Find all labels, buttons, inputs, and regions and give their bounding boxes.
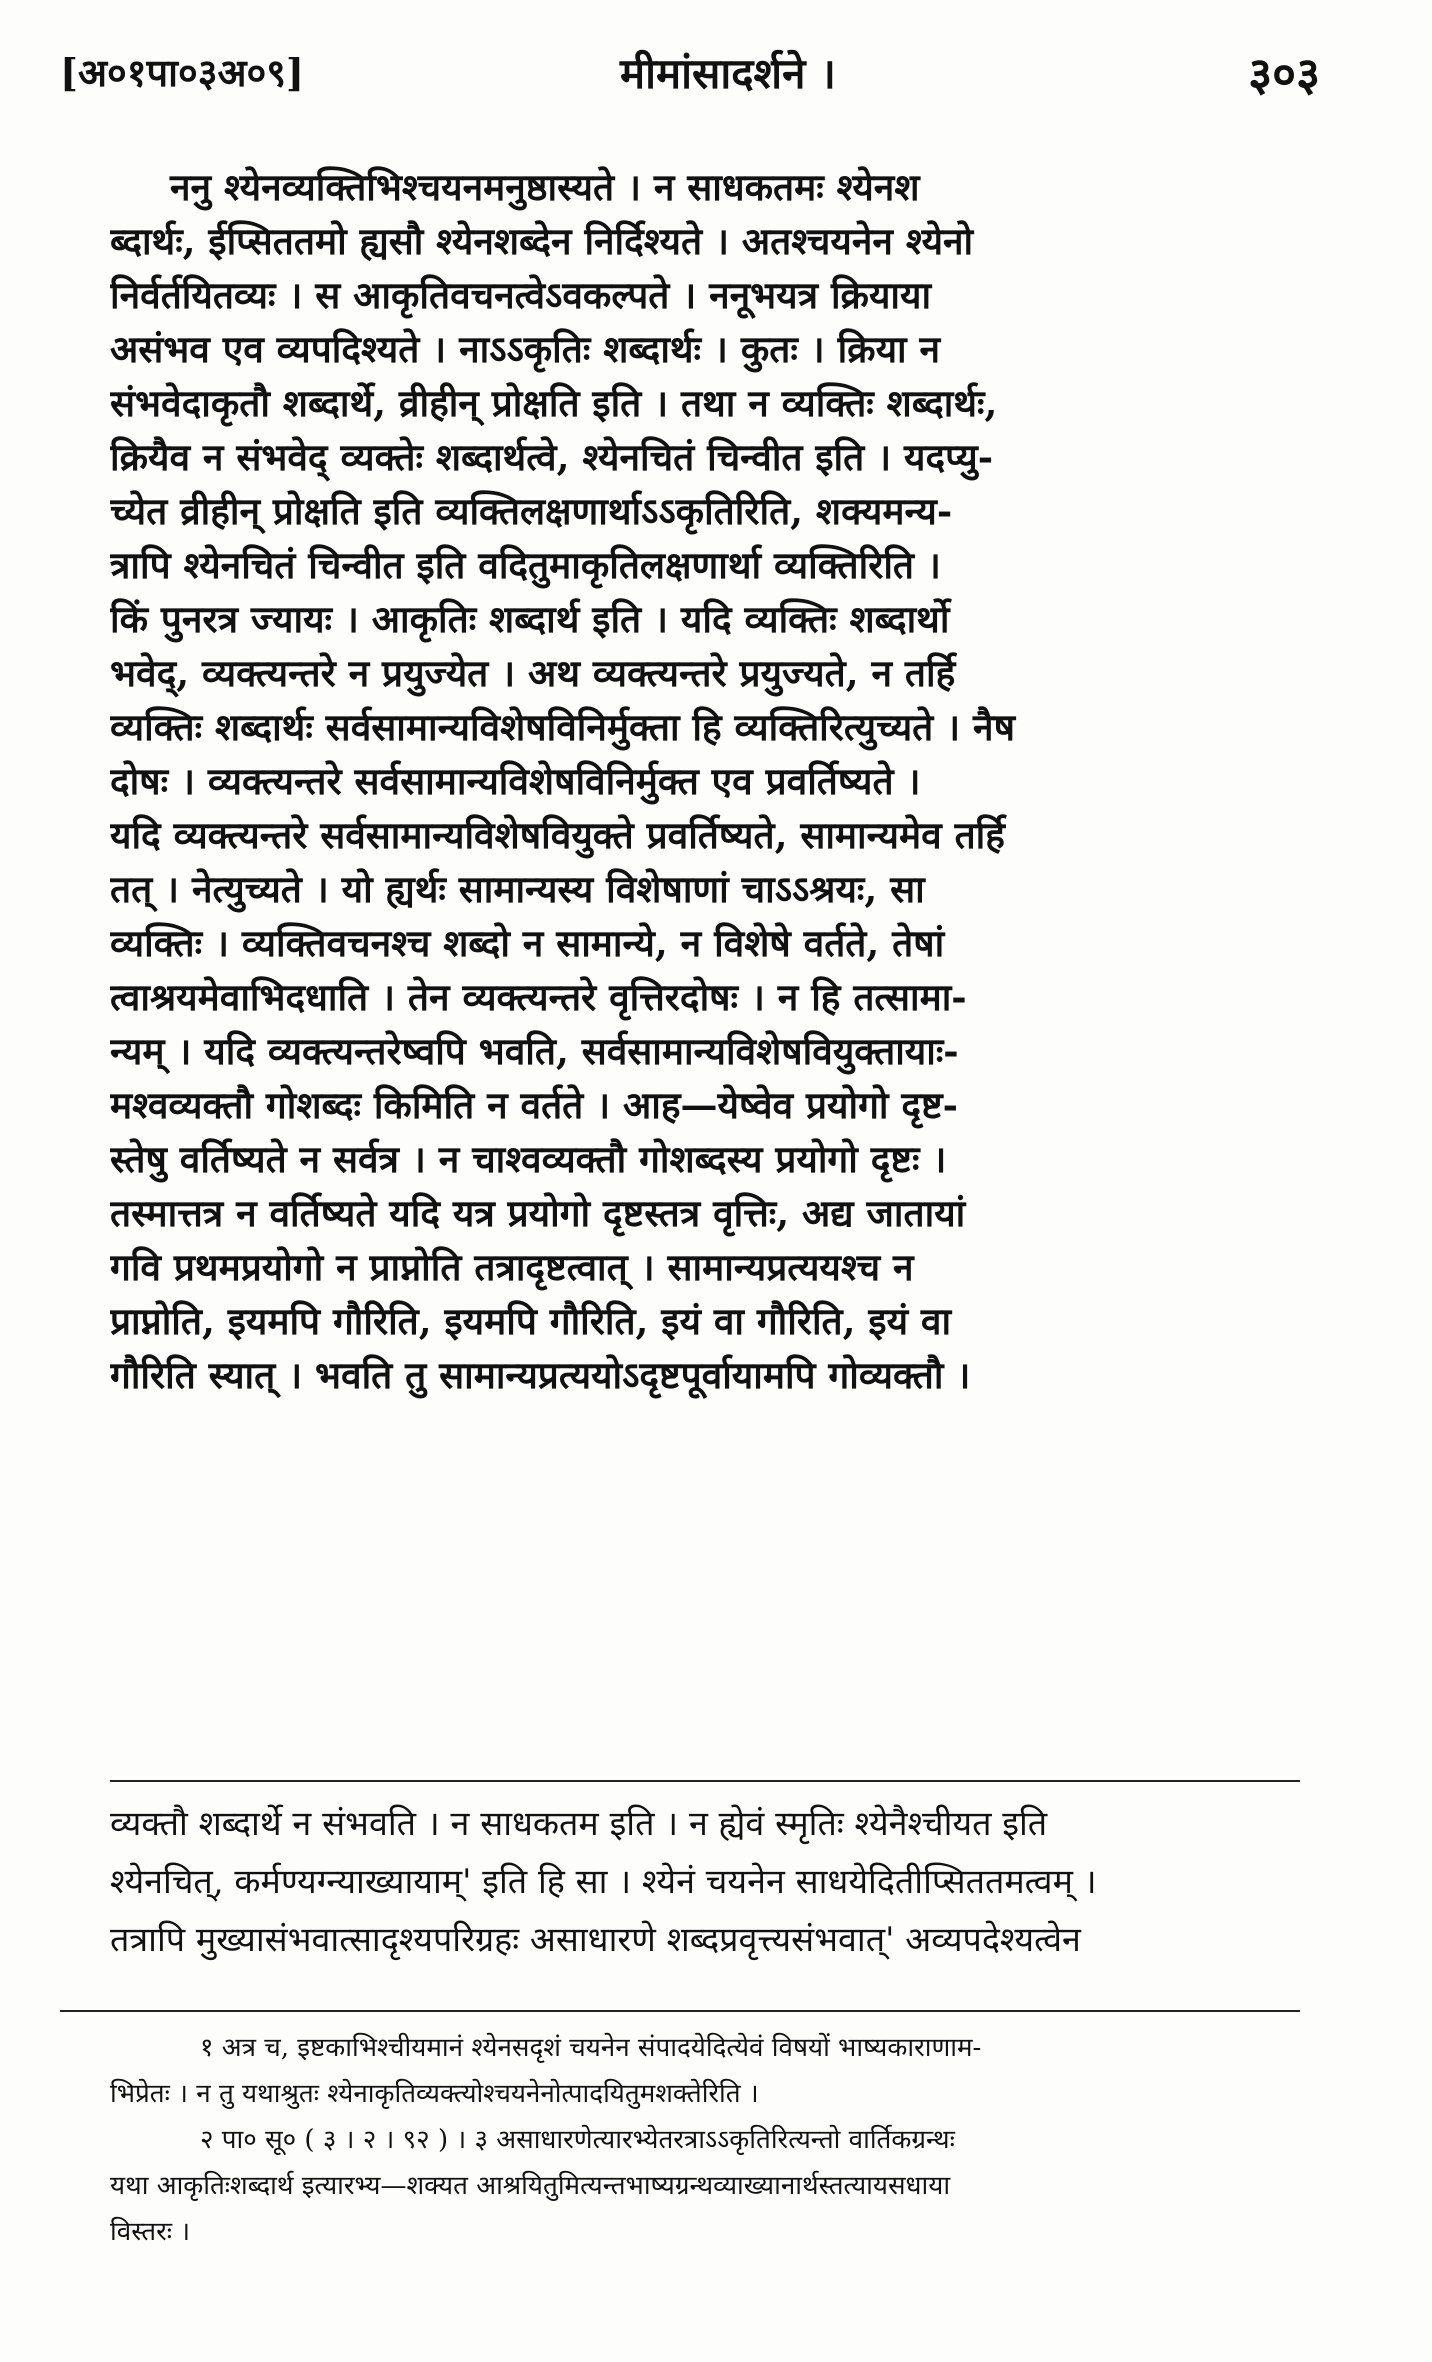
main-text-block (110, 160, 1290, 1720)
footnote-line: विस्तरः । (110, 2217, 191, 2247)
text-line: गवि प्रथमप्रयोगो न प्राप्नोति तत्रादृष्टत्वात् । सामान्यप्रत्ययश्च न (110, 1245, 914, 1289)
text-line: क्रियैव न संभवेद् व्यक्तेः शब्दार्थत्वे, श्येनचितं चिन्वीत इति । यदप्यु- (110, 435, 994, 479)
text-line: ननु श्येनव्यक्तिभिश्चयनमनुष्ठास्यते । न साधकतमः श्येनश (170, 165, 920, 209)
text-line: यदि व्यक्त्यन्तरे सर्वसामान्यविशेषवियुक्ते प्रवर्तिष्यते, सामान्यमेव तर्हि (110, 813, 1005, 857)
text-line: निर्वर्तयितव्यः । स आकृतिवचनत्वेऽवकल्पते । ननूभयत्र क्रियाया (110, 273, 932, 317)
text-line: च्येत व्रीहीन् प्रोक्षति इति व्यक्तिलक्षणार्थाऽऽकृतिरिति, शक्यमन्य- (110, 489, 953, 533)
text-line: मश्वव्यक्तौ गोशब्दः किमिति न वर्तते । आह—येष्वेव प्रयोगो दृष्ट- (110, 1083, 959, 1127)
text-line: असंभव एव व्यपदिश्यते । नाऽऽकृतिः शब्दार्थः । कुतः । क्रिया न (110, 327, 941, 371)
footnote-line: २ पा० सू० ( ३ । २ । ९२ ) । ३ असाधारणेत्यारभ्येतरत्राऽऽकृतिरित्यन्तो वार्तिकग्रन्थः (200, 2125, 955, 2155)
footnote-line: भिप्रेतः । न तु यथाश्रुतः श्येनाकृतिव्यक्त्योश्चयनेनोत्पादयितुमशक्तेरिति । (110, 2079, 759, 2109)
running-title: मीमांसादर्शने । (620, 49, 836, 98)
text-line: व्यक्तिः । व्यक्तिवचनश्च शब्दो न सामान्ये, न विशेषे वर्तते, तेषां (110, 921, 945, 965)
text-line: ब्दार्थः, ईप्सिततमो ह्यसौ श्येनशब्देन निर्दिश्यते । अतश्चयनेन श्येनो (110, 219, 974, 263)
commentary-line: श्येनचित्, कर्मण्यग्न्याख्यायाम्' इति हि सा । श्येनं चयनेन साधयेदितीप्सिततमत्वम् । (110, 1862, 1097, 1902)
footnote-divider (60, 2010, 1300, 2012)
text-line: त्रापि श्येनचितं चिन्वीत इति वदितुमाकृतिलक्षणार्था व्यक्तिरिति । (110, 543, 941, 587)
page-header (60, 38, 1320, 118)
commentary-line: तत्रापि मुख्यासंभवात्सादृश्यपरिग्रहः असाधारणे शब्दप्रवृत्त्यसंभवात्' अव्यपदेश्यत्वेन (110, 1920, 1081, 1960)
text-line: दोषः । व्यक्त्यन्तरे सर्वसामान्यविशेषविनिर्मुक्त एव प्रवर्तिष्यते । (110, 759, 921, 803)
footnotes-block (110, 2025, 1320, 2255)
text-line: तस्मात्तत्र न वर्तिष्यते यदि यत्र प्रयोगो दृष्टस्तत्र वृत्तिः, अद्य जातायां (110, 1191, 966, 1235)
text-line: स्तेषु वर्तिष्यते न सर्वत्र । न चाश्वव्यक्तौ गोशब्दस्य प्रयोगो दृष्टः । (110, 1137, 947, 1181)
text-line: व्यक्तिः शब्दार्थः सर्वसामान्यविशेषविनिर्मुक्ता हि व्यक्तिरित्युच्यते । नैष (110, 705, 1015, 749)
text-line: त्वाश्रयमेवाभिदधाति । तेन व्यक्त्यन्तरे वृत्तिरदोषः । न हि तत्सामा- (110, 975, 967, 1019)
commentary-divider (110, 1780, 1300, 1782)
text-line: किं पुनरत्र ज्यायः । आकृतिः शब्दार्थ इति । यदि व्यक्तिः शब्दार्थो (110, 597, 950, 641)
page-number: ३०३ (1248, 47, 1320, 101)
text-line: तत् । नेत्युच्यते । यो ह्यर्थः सामान्यस्य विशेषाणां चाऽऽश्रयः, सा (110, 867, 925, 911)
footnote-line: १ अत्र च, इष्टकाभिश्चीयमानं श्येनसदृशं चयनेन संपादयेदित्येवं विषयों भाष्यकाराणाम- (200, 2033, 982, 2063)
section-reference: [अ०१पा०३अ०९] (60, 50, 305, 95)
commentary-line: व्यक्तौ शब्दार्थे न संभवति । न साधकतम इति । न ह्येवं स्मृतिः श्येनैश्चीयत इति (110, 1804, 1048, 1844)
text-line: गौरिति स्यात् । भवति तु सामान्यप्रत्ययोऽदृष्टपूर्वायामपि गोव्यक्तौ । (110, 1353, 971, 1397)
text-line: प्राप्नोति, इयमपि गौरिति, इयमपि गौरिति, इयं वा गौरिति, इयं वा (110, 1299, 952, 1343)
footnote-line: यथा आकृतिःशब्दार्थ इत्यारभ्य—शक्यत आश्रयितुमित्यन्तभाष्यग्रन्थव्याख्यानार्थस्तत्यायसधाया (110, 2171, 951, 2201)
text-line: भवेद्, व्यक्त्यन्तरे न प्रयुज्येत । अथ व्यक्त्यन्तरे प्रयुज्यते, न तर्हि (110, 651, 956, 695)
text-line: संभवेदाकृतौ शब्दार्थे, व्रीहीन् प्रोक्षति इति । तथा न व्यक्तिः शब्दार्थः, (110, 381, 998, 425)
commentary-block (110, 1795, 1310, 1969)
text-line: न्यम् । यदि व्यक्त्यन्तरेष्वपि भवति, सर्वसामान्यविशेषवियुक्तायाः- (110, 1029, 959, 1073)
